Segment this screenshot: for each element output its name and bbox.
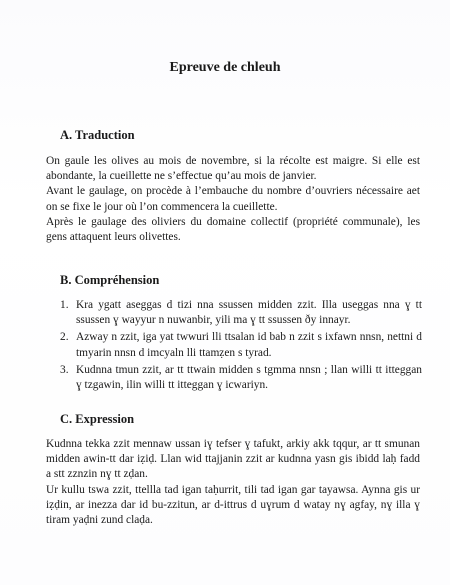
list-item-number: 1. [60, 299, 69, 311]
section-heading-comprehension: B. Compréhension [60, 273, 160, 287]
traduction-paragraph: Avant le gaulage, on procède à l’embauche du nombre d’ouvriers nécessaire aet on se fixe le jour où l’on commencera la cueillette. [46, 185, 420, 213]
traduction-text [46, 154, 420, 245]
traduction-paragraph: Après le gaulage des oliviers du domaine collectif (propriété communale), les gens attaquent leurs olivettes. [46, 215, 420, 244]
list-item-text: Azway n zzit, iga yat twwuri lli ttsalan id bab n zzit s ixfawn nnsn, nettni d tmyarin nnsn d imcyaln lli ttamẓen s tyrad. [76, 331, 422, 359]
list-item-number: 2. [60, 331, 69, 344]
expression-paragraph: Kudnna tekka zzit mennaw ussan iɣ tefser ɣ tafukt, arkiy akk tqqur, ar tt smunan midden awin-tt dar iẓiḍ. Llan wid ttajjanin zzit ar kudnna yasn gis ibidd laḥ fadd a stt zznzin nɣ tt zḍan. [46, 438, 420, 481]
list-item [46, 330, 422, 360]
expression-paragraph: Ur kullu tswa zzit, ttellla tad igan taḥurrit, tili tad igan gar tayawsa. Aynna gis ur iẓḍin, ar inezza dar id bu-zzitun, ar d-ittrus d uɣrum d watay nɣ agfay, nɣ illa ɣ tiram yaḍni zund claḍa. [46, 483, 420, 527]
comprehension-list [46, 298, 422, 395]
list-item [46, 363, 422, 393]
page-title: Epreuve de chleuh [169, 60, 281, 75]
list-item-number: 3. [60, 363, 69, 376]
list-item [46, 298, 422, 328]
section-heading-traduction: A. Traduction [60, 128, 135, 142]
section-heading-expression: C. Expression [60, 412, 135, 426]
list-item-text: Kudnna tmun zzit, ar tt ttwain midden s tgmma nnsn ; llan willi tt itteggan ɣ tzgawin, ilin willi tt itteggan ɣ icwariyn. [76, 363, 422, 392]
traduction-paragraph: On gaule les olives au mois de novembre, si la récolte est maigre. Si elle est abondante, la cueillette ne s’effectue qu’au mois de janvier. [46, 155, 420, 183]
expression-text [46, 437, 420, 528]
list-item-text: Kra ygatt aseggas d tizi nna ssussen midden zzit. Illa useggas nna ɣ tt ssussen ɣ wayyur n nuwanbir, yili ma ɣ tt ssussen ðy innayr. [76, 299, 422, 327]
